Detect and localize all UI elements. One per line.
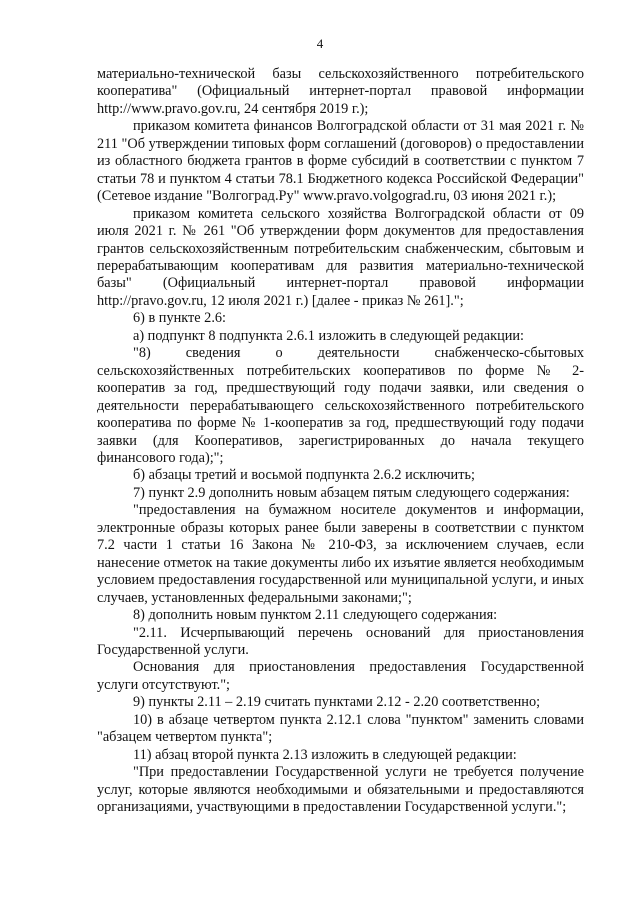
paragraph: 8) дополнить новым пунктом 2.11 следующего содержания:	[133, 607, 498, 624]
paragraph: а) подпункт 8 подпункта 2.6.1 изложить в следующей редакции:	[133, 327, 525, 344]
paragraph: 6) в пункте 2.6:	[133, 310, 227, 327]
paragraph: материально-технической базы сельскохозяйственного потребительского кооператива" (Официальный интернет-портал правовой информации http://www.pravo.gov.ru, 24 сентября 2019 г.);	[97, 66, 584, 117]
paragraph: приказом комитета сельского хозяйства Волгоградской области от 09 июля 2021 г. № 261 "Об утверждении форм документов для предоставления грантов сельскохозяйственным потребительским снабженческим, сбытовым и перерабатывающим кооперативам для развития материально-технической базы" (Официальный интернет-портал правовой информации http://pravo.gov.ru, 12 июля 2021 г.) [далее - приказ № 261].";	[97, 205, 584, 309]
paragraph: б) абзацы третий и восьмой подпункта 2.6.2 исключить;	[133, 467, 475, 484]
paragraph: 11) абзац второй пункта 2.13 изложить в следующей редакции:	[133, 746, 517, 763]
document-body	[97, 66, 584, 816]
paragraph: 10) в абзаце четвертом пункта 2.12.1 слова "пунктом" заменить словами "абзацем четвертом пункта";	[97, 711, 584, 746]
paragraph: приказом комитета финансов Волгоградской области от 31 мая 2021 г. № 211 "Об утверждении типовых форм соглашений (договоров) о предоставлении из областного бюджета грантов в форме субсидий в соответствии с пунктом 7 статьи 78 и пунктом 4 статьи 78.1 Бюджетного кодекса Российской Федерации" (Сетевое издание "Волгоград.Ру" www.pravo.volgograd.ru, 03 июня 2021 г.);	[97, 118, 584, 205]
paragraph: 9) пункты 2.11 – 2.19 считать пунктами 2.12 - 2.20 соответственно;	[133, 694, 541, 711]
paragraph: 7) пункт 2.9 дополнить новым абзацем пятым следующего содержания:	[133, 484, 570, 501]
paragraph: Основания для приостановления предоставления Государственной услуги отсутствуют.";	[97, 659, 584, 693]
paragraph: "предоставления на бумажном носителе документов и информации, электронные образы которых ранее были заверены в соответствии с пунктом 7.2 части 1 статьи 16 Закона № 210-ФЗ, за исключением случаев, если нанесение отметок на такие документы либо их изъятие является необходимым условием предоставления государственной или муниципальной услуги, и иных случаев, установленных федеральными законами;";	[97, 502, 584, 606]
page-number: 4	[316, 36, 324, 51]
paragraph: "При предоставлении Государственной услуги не требуется получение услуг, которые являются необходимыми и обязательными и предоставляются организациями, участвующими в предоставлении Государственной услуги.";	[97, 764, 584, 816]
paragraph: "8) сведения о деятельности снабженческо-сбытовых сельскохозяйственных потребительских кооперативов по форме № 2-кооператив за год, предшествующий году подачи заявки, или сведения о деятельности перерабатывающего сельскохозяйственного потребительского кооператива по форме № 1-кооператив за год, предшествующий году подачи заявки (для Кооперативов, зарегистрированных до начала текущего финансового года);";	[97, 345, 584, 466]
paragraph: "2.11. Исчерпывающий перечень оснований для приостановления Государственной услуги.	[97, 624, 584, 658]
